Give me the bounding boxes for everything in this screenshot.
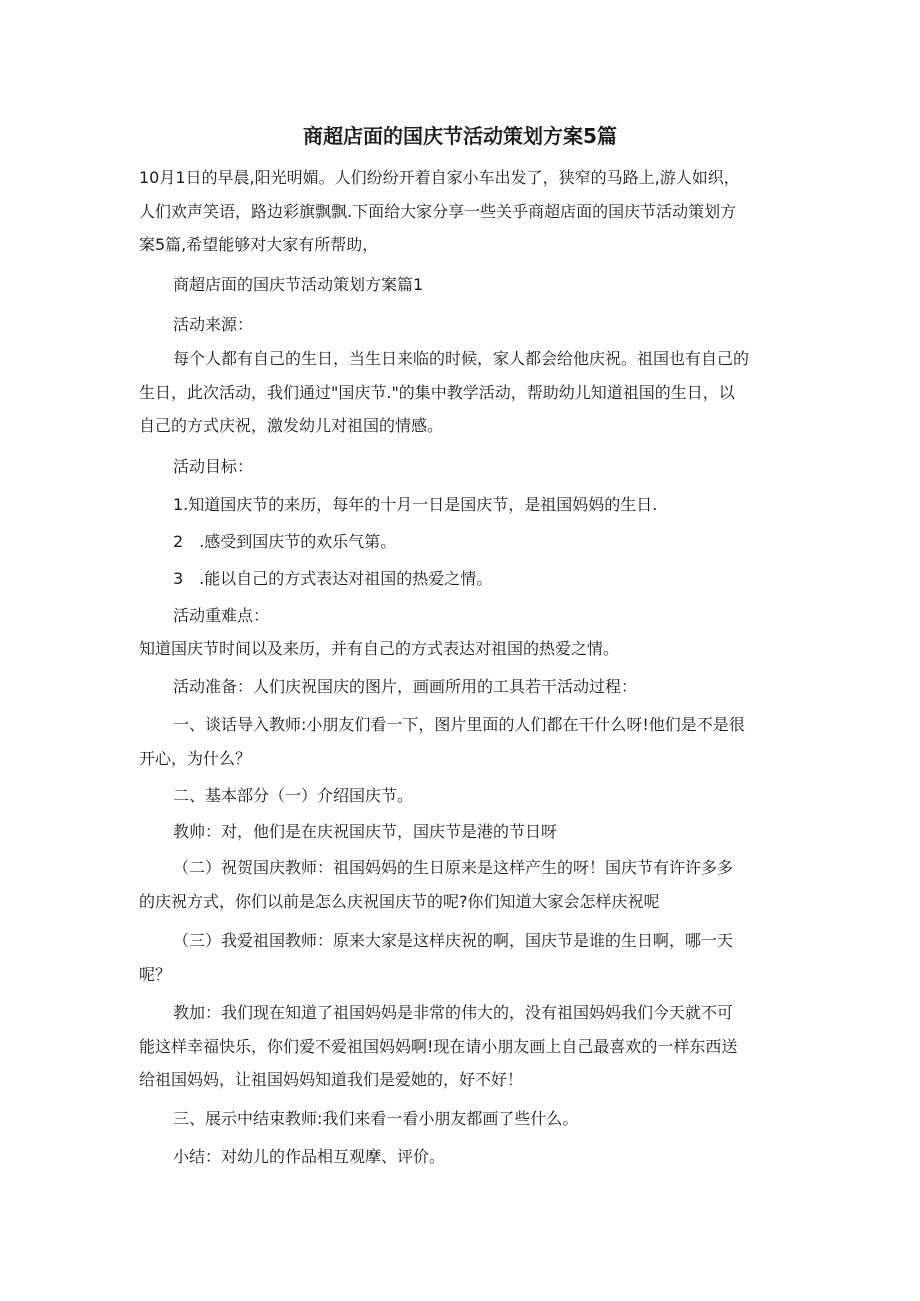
paragraph [139,708,789,775]
text-line: 2 .感受到国庆节的欢乐气第。 [173,532,397,551]
paragraph [139,670,823,704]
paragraph-label [139,599,823,633]
text-line: 10月1日的早晨,阳光明媚。人们纷纷开着自家小车出发了，狭窄的马路上,游人如织， [139,168,740,187]
text-line: 二、基本部分（一）介绍国庆节。 [173,786,414,805]
text-line: 一、谈话导入教师:小朋友们看一下，图片里面的人们都在干什么呀!他们是不是很 [173,715,745,734]
text-line: 教帅：对，他们是在庆祝国庆节，国庆节是港的节日呀 [173,822,558,841]
text-line: 给祖国妈妈，让祖国妈妈知道我们是爱她的，好不好！ [139,1070,524,1089]
paragraph [139,851,789,918]
list-item [139,562,823,596]
text-line: 每个人都有自己的生日，当生日来临的时候，家人都会给他庆祝。祖国也有自己的 [173,349,750,368]
text-line: 活动目标： [173,457,254,476]
text-line: 商超店面的国庆节活动策划方案篇1 [173,275,424,294]
text-line: 呢？ [139,964,172,984]
text-line: 开心，为什么？ [139,748,252,768]
text-line: 活动来源： [173,315,254,334]
text-line: 活动准备：人们庆祝国庆的图片，画画所用的工具若干活动过程： [173,677,638,696]
paragraph [139,996,789,1097]
paragraph-intro [139,161,789,262]
paragraph-label [139,308,823,342]
text-line: 案5篇,希望能够对大家有所帮助， [139,235,379,254]
text-line: 小结：对幼儿的作品相互观摩、评价。 [173,1147,446,1166]
text-line: 知道国庆节时间以及来历，并有自己的方式表达对祖国的热爱之情。 [139,639,620,658]
text-line: 生日，此次活动，我们通过"国庆节."的集中教学活动，帮助幼儿知道祖国的生日，以 [139,382,735,402]
text-line: 能这样幸福快乐，你们爱不爱祖国妈妈啊!现在请小朋友画上自己最喜欢的一样东西送 [139,1036,738,1056]
text-line: 教加：我们现在知道了祖国妈妈是非常的伟大的，没有祖国妈妈我们今天就不可 [173,1003,734,1022]
text-line: 3 .能以自己的方式表达对祖国的热爱之情。 [173,569,493,588]
document-title: 商超店面的国庆节活动策划方案5篇 [303,124,617,148]
paragraph [139,1140,823,1174]
paragraph-label [139,450,823,484]
text-line: 三、展示中结束教师:我们来看一看小朋友都画了些什么。 [173,1109,579,1128]
paragraph [139,779,823,813]
text-line: 的庆祝方式，你们以前是怎么庆祝国庆节的呢?你们知道大家会怎样庆祝呢 [139,891,660,911]
section-heading [139,268,823,302]
text-line: （三）我爱祖国教师：原来大家是这样庆祝的啊，国庆节是谁的生日啊，哪一天 [173,931,734,950]
text-line: 人们欢声笑语，路边彩旗飘飘.下面给大家分享一些关乎商超店面的国庆节活动策划方 [139,201,737,221]
paragraph [139,924,789,991]
text-line: 活动重难点： [173,606,270,625]
paragraph [139,1102,823,1136]
list-item [139,525,823,559]
paragraph [139,632,789,666]
list-item [139,488,823,522]
text-line: 自己的方式庆祝，激发幼儿对祖国的情感。 [139,416,444,435]
paragraph-source [139,342,789,443]
paragraph [139,815,823,849]
text-line: （二）祝贺国庆教师：祖国妈妈的生日原来是这样产生的呀！国庆节有许许多多 [173,858,734,877]
text-line: 1.知道国庆节的来历，每年的十月一日是国庆节，是祖国妈妈的生日. [173,495,658,514]
